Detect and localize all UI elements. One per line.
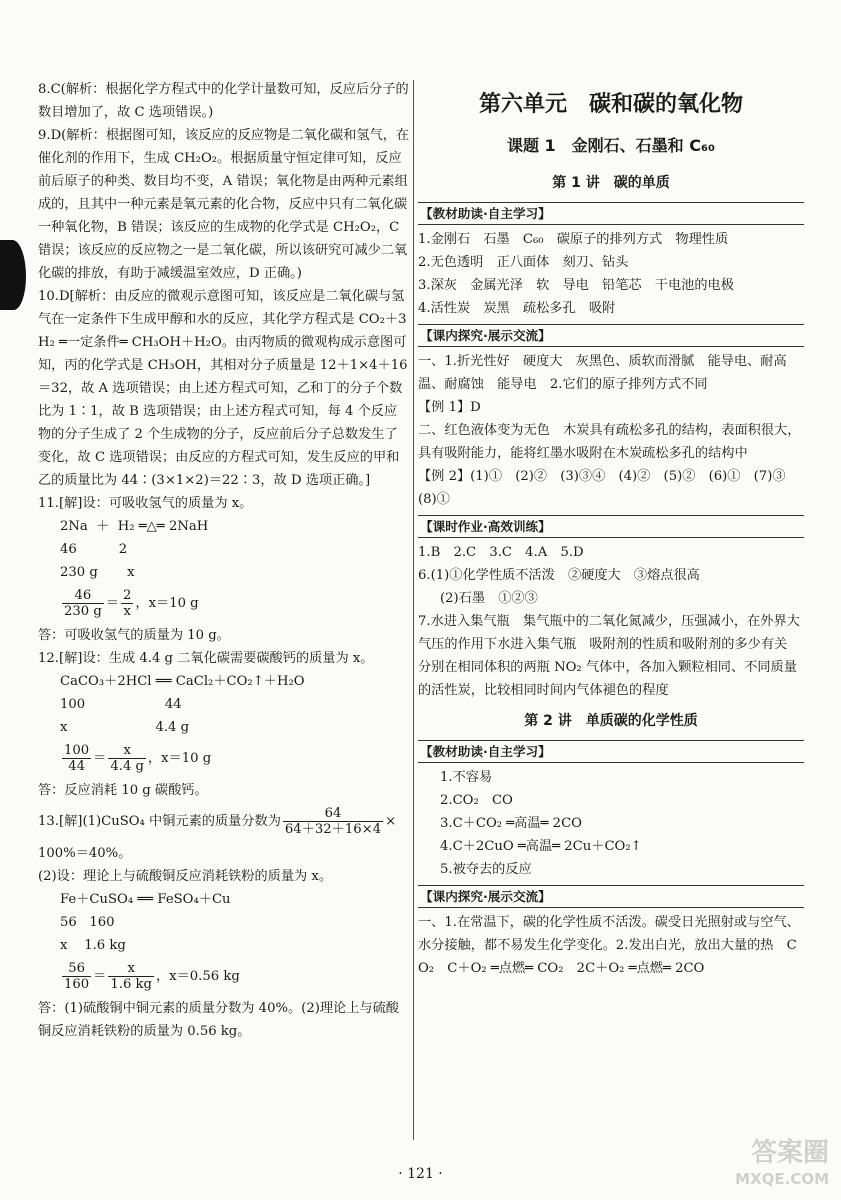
fraction (108, 961, 154, 992)
lecture-2-body (418, 740, 804, 980)
text-line: 10.D[解析：由反应的微观示意图可知，该反应是二氧化碳与氢气在一定条件下生成甲醇和水的反应，其化学方程式是 CO₂＋3H₂ ═一定条件═ CH₃OH＋H₂O。由丙物质的微观构成示意图可知，丙的化学式是 CH₃OH，其相对分子质量是 12＋1×4＋16＝32，故 A 选项错误；由上述方程式可知，乙和丁的分子个数比为 1∶1，故 B 选项错误；由上述方程式可知，每 4 个反应物的分子生成了 2 个生成物的分子，反应前后分子总数发生了变化，故 C 选项错误；由反应的方程式可知，发生反应的甲和乙的质量比为 44∶(3×1×2)＝22∶3，故 D 选项正确。] (38, 289, 408, 488)
denominator: 4.4 g (110, 759, 144, 774)
text-line: 答：(1)硫酸铜中铜元素的质量分数为 40%。(2)理论上与硫酸铜反应消耗铁粉的质量为 0.56 kg。 (38, 1001, 399, 1039)
lecture-1-title: 第 1 讲 碳的单质 (552, 175, 670, 191)
denominator: 44 (68, 759, 85, 774)
equation-line: x 1.6 kg (60, 938, 126, 953)
text-line: 一、1.折光性好 硬度大 灰黑色、质软而滑腻 能导电、耐高温、耐腐蚀 能导电 2.它们的原子排列方式不同 (418, 354, 787, 392)
text-line: 1.不容易 (440, 770, 493, 785)
equation-line: CaCO₃＋2HCl ══ CaCl₂＋CO₂↑＋H₂O (60, 674, 305, 689)
text-line: 4.活性炭 炭黑 疏松多孔 吸附 (418, 301, 616, 316)
watermark-logo (735, 1140, 829, 1192)
text-line: 1.金刚石 石墨 C₆₀ 碳原子的排列方式 物理性质 (418, 232, 729, 247)
text-line: 二、红色液体变为无色 木炭具有疏松多孔的结构，表面积很大，具有吸附能力，能将红墨水吸附在木炭疏松多孔的结构中 (418, 423, 801, 461)
text-line: 【例 2】(1)① (2)② (3)③④ (4)② (5)② (6)① (7)③ (8)① (418, 469, 799, 507)
scan-ink-blot (0, 240, 26, 310)
right-column (418, 78, 804, 980)
denominator: 230 g (64, 604, 102, 619)
numerator: x (108, 961, 154, 977)
section-header: 【课时作业·高效训练】 (418, 515, 804, 538)
text-line: (2)石墨 ①②③ (440, 591, 538, 606)
text-line: 2.CO₂ CO (440, 793, 513, 808)
text-line: 答：可吸收氢气的质量为 10 g。 (38, 628, 230, 643)
section-header: 【课内探究·展示交流】 (418, 885, 804, 908)
numerator: 100 (64, 743, 90, 758)
numerator: 46 (62, 588, 104, 604)
proportion-line: $\frac{46}{230 g}$ ＝ $\frac{2}{x}$ ，x＝10 g (64, 588, 199, 619)
equation-line: 46 2 (60, 542, 128, 557)
text-line: 11.[解]设：可吸收氢气的质量为 x。 (38, 496, 253, 511)
lecture-2-title: 第 2 讲 单质碳的化学性质 (524, 713, 698, 729)
column-divider (413, 80, 414, 1140)
numerator: x (108, 743, 146, 759)
text-line: 【例 1】D (418, 400, 481, 415)
equation-line: x 4.4 g (60, 720, 190, 735)
text-line: 9.D(解析：根据图可知，该反应的反应物是二氧化碳和氢气，在催化剂的作用下，生成 CH₂O₂。根据质量守恒定律可知，反应前后原子的种类、数目均不变，A 错误；氧化物是由两种元素组成的，且其中一种元素是氧元素的化合物，反应中只有二氧化碳一种氧化物，B 错误；该反应的生成物的化学式是 CH₂O₂，C 错误；该反应的反应物之一是二氧化碳，所以该研究可减少二氧化碳的排放，有助于减缓温室效应，D 正确。) (38, 128, 410, 281)
equation-line: 100 44 (60, 697, 182, 712)
watermark-url: MXQE.COM (735, 1170, 829, 1188)
fraction (62, 743, 91, 774)
numerator: 64 (283, 806, 383, 822)
fraction (121, 588, 133, 619)
proportion-line: $\frac{100}{44}$ ＝ $\frac{x}{4.4 g}$ ，x＝10 g (64, 743, 212, 774)
fraction (62, 961, 91, 992)
numerator: 2 (123, 588, 132, 603)
text-line: 4.C＋2CuO ═高温═ 2Cu＋CO₂↑ (440, 839, 642, 854)
denominator: 1.6 kg (110, 977, 152, 992)
text-line: 3.C＋CO₂ ═高温═ 2CO (440, 816, 582, 831)
equation-line: 56 160 (60, 915, 115, 930)
fraction (108, 743, 146, 774)
text-line: 1.B 2.C 3.C 4.A 5.D (418, 545, 584, 560)
text-line: 3.深灰 金属光泽 软 导电 铅笔芯 干电池的电极 (418, 278, 734, 293)
text-line: 5.被夺去的反应 (440, 862, 532, 877)
text-line: 100%＝40%。 (38, 846, 132, 861)
lesson-title: 课题 1 金刚石、石墨和 C₆₀ (506, 136, 716, 155)
text-line: 12.[解]设：生成 4.4 g 二氧化碳需要碳酸钙的质量为 x。 (38, 651, 374, 666)
text-line: 2.无色透明 正八面体 刻刀、钻头 (418, 255, 629, 270)
mass-fraction-line: 13.[解](1)CuSO₄ 中铜元素的质量分数为 $\frac{64}{64+32+16\times 4}$ × (38, 806, 397, 837)
fraction (283, 806, 383, 837)
left-column (38, 78, 410, 1043)
lecture-1-body (418, 202, 804, 702)
section-header: 【教材助读·自主学习】 (418, 202, 804, 225)
denominator: x (123, 604, 131, 619)
section-header: 【课内探究·展示交流】 (418, 324, 804, 347)
text-line: 7.水进入集气瓶 集气瓶中的二氧化氮减少，压强减小，在外界大气压的作用下水进入集气瓶 吸附剂的性质和吸附剂的多少有关 分别在相同体积的两瓶 NO₂ 气体中，各加入颗粒相同、不同质量的活性炭，比较相同时间内气体褪色的程度 (418, 614, 801, 698)
fraction (62, 588, 104, 619)
equation-line: Fe＋CuSO₄ ══ FeSO₄＋Cu (60, 892, 231, 907)
equation-line: 2Na ＋ H₂ ═△═ 2NaH (60, 519, 209, 534)
watermark-text: 答案圈 (750, 1138, 829, 1168)
section-header: 【教材助读·自主学习】 (418, 740, 804, 763)
text-line: 8.C(解析：根据化学方程式中的化学计量数可知，反应后分子的数目增加了，故 C 选项错误。) (38, 82, 409, 120)
text-line: 答：反应消耗 10 g 碳酸钙。 (38, 783, 208, 798)
text-line: 6.(1)①化学性质不活泼 ②硬度大 ③熔点很高 (418, 568, 700, 583)
text-line: 一、1.在常温下，碳的化学性质不活泼。碳受日光照射或与空气、水分接触，都不易发生化学变化。2.发出白光，放出大量的热 CO₂ C＋O₂ ═点燃═ CO₂ 2C＋O₂ ═点燃═ 2CO (418, 915, 800, 976)
equation-line: 230 g x (60, 565, 135, 580)
denominator: 160 (64, 977, 90, 992)
page-number: · 121 · (398, 1166, 443, 1182)
proportion-line: $\frac{56}{160}$ ＝ $\frac{x}{1.6 kg}$ ，x＝0.56 kg (64, 961, 240, 992)
numerator: 56 (62, 961, 91, 977)
denominator: 64＋32＋16×4 (284, 822, 382, 837)
unit-title: 第六单元 碳和碳的氧化物 (478, 92, 743, 117)
text-line: (2)设：理论上与硫酸铜反应消耗铁粉的质量为 x。 (38, 869, 333, 884)
